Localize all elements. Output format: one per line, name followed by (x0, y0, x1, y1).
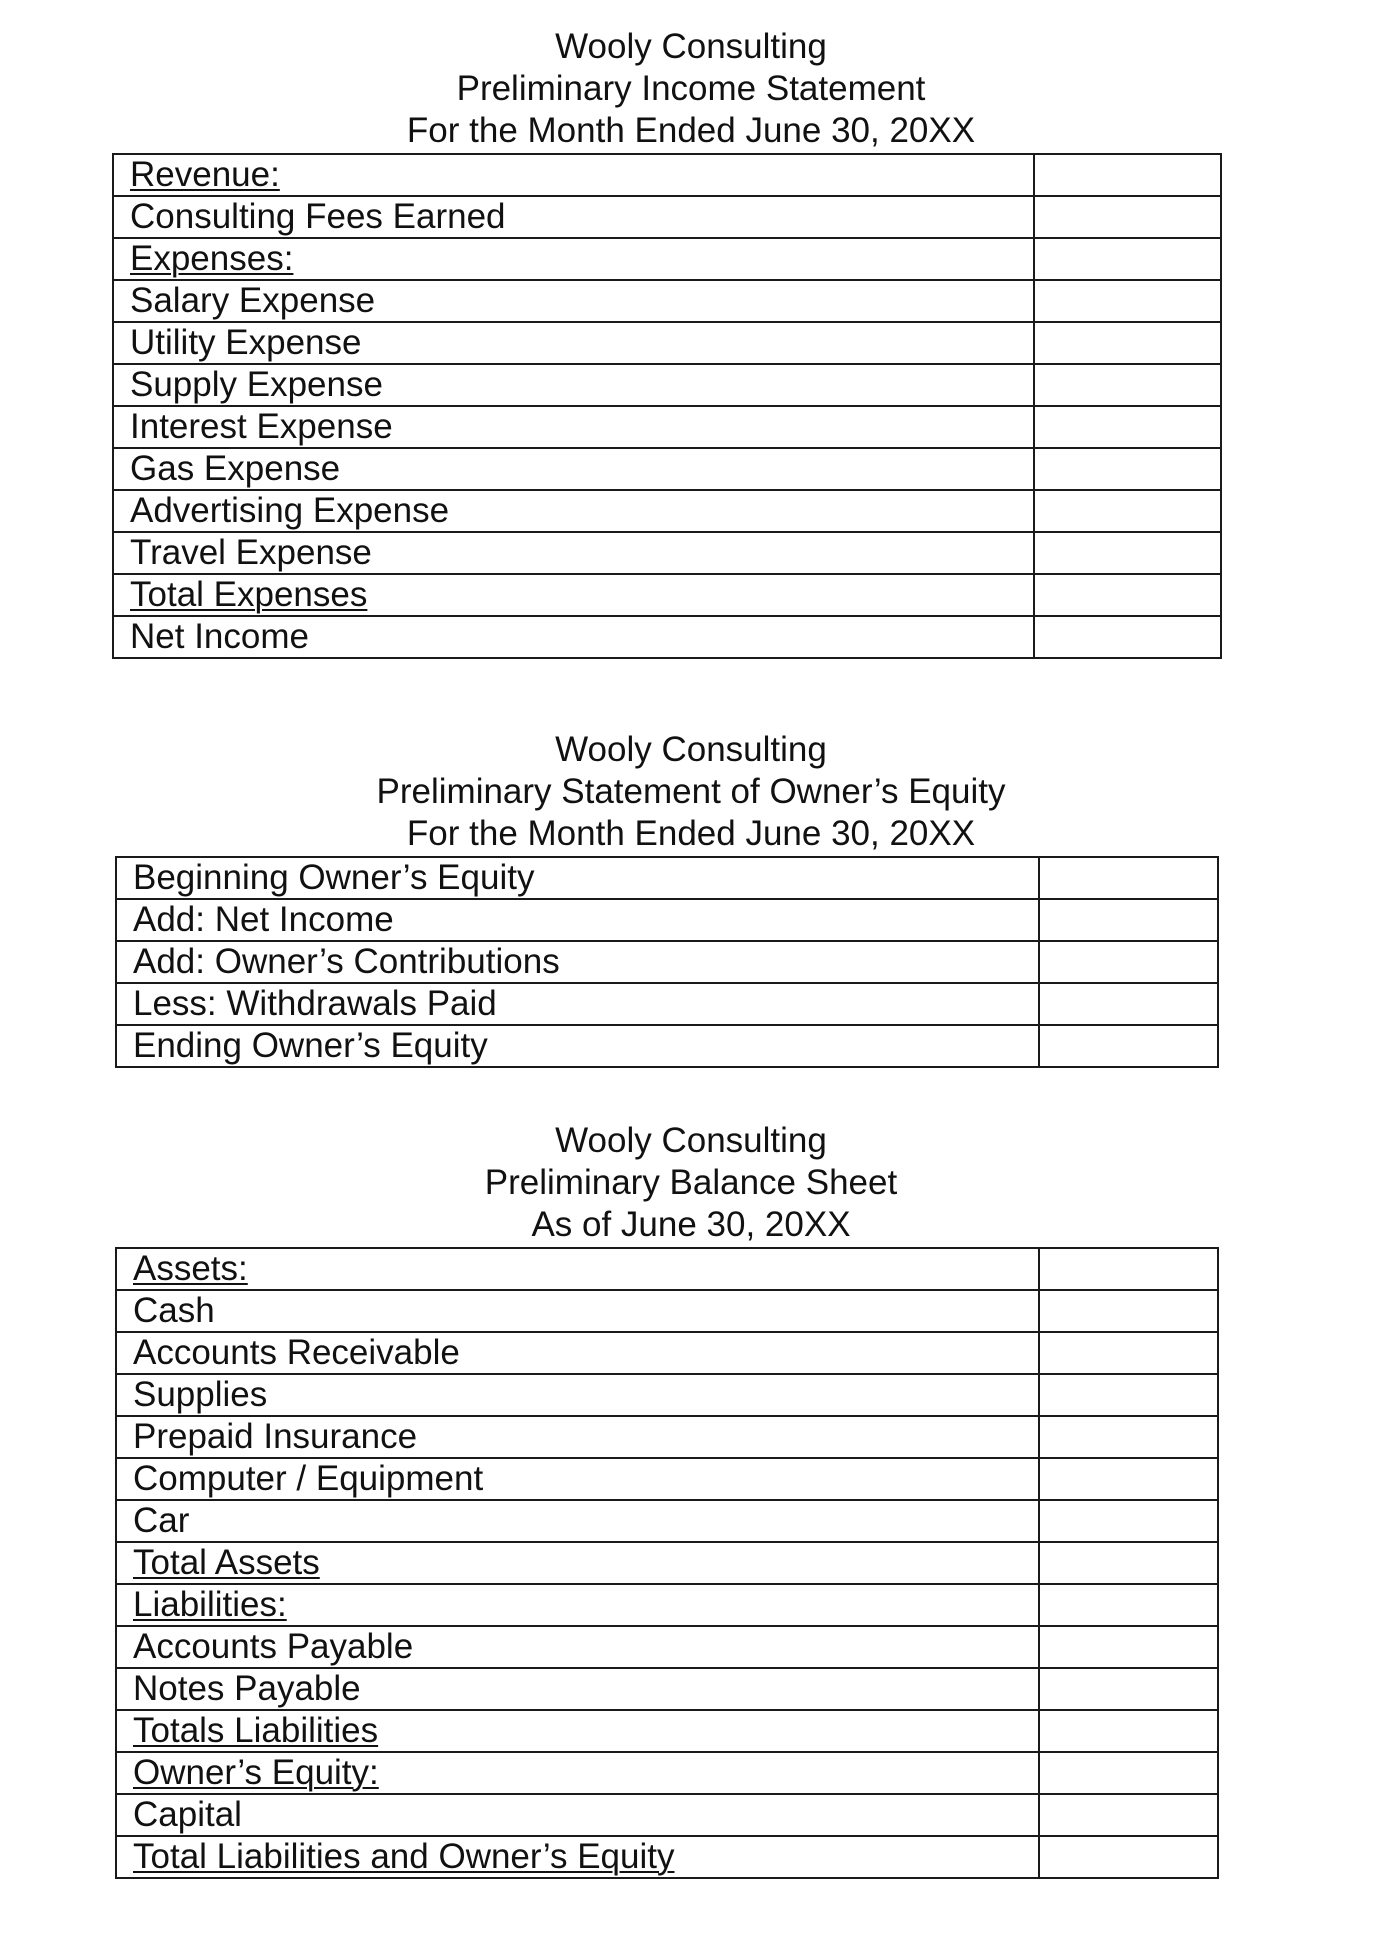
owners-equity-period: For the Month Ended June 30, 20XX (406, 814, 976, 853)
amount-cell (1034, 406, 1221, 448)
balance-sheet-period: As of June 30, 20XX (531, 1205, 851, 1244)
statement-row (113, 364, 1221, 406)
row-label-cell (113, 574, 1034, 616)
row-label-cell (116, 1710, 1039, 1752)
owners-equity-title: Preliminary Statement of Owner’s Equity (376, 772, 1006, 811)
amount-cell (1039, 1500, 1218, 1542)
row-label-cell (113, 532, 1034, 574)
row-label: Consulting Fees Earned (130, 197, 506, 236)
owners-equity-company: Wooly Consulting (555, 730, 827, 769)
row-label-cell (116, 1668, 1039, 1710)
income-statement-title: Preliminary Income Statement (456, 69, 926, 108)
row-label: Add: Owner’s Contributions (133, 942, 560, 981)
amount-cell (1034, 616, 1221, 658)
statement-row (116, 1248, 1218, 1290)
statement-row (113, 238, 1221, 280)
income-statement-period: For the Month Ended June 30, 20XX (406, 111, 976, 150)
owners-equity-heading (0, 729, 1382, 855)
amount-cell (1034, 196, 1221, 238)
row-label: Notes Payable (133, 1669, 361, 1708)
statement-row (116, 1668, 1218, 1710)
row-label-cell (116, 1248, 1039, 1290)
statement-row (116, 941, 1218, 983)
amount-cell (1034, 364, 1221, 406)
row-label-cell (116, 1374, 1039, 1416)
amount-cell (1039, 1290, 1218, 1332)
income-statement-table (112, 153, 1222, 659)
row-label: Less: Withdrawals Paid (133, 984, 497, 1023)
statement-row (113, 448, 1221, 490)
statement-row (116, 1836, 1218, 1878)
statement-row (116, 1025, 1218, 1067)
row-label-cell (116, 1794, 1039, 1836)
row-label-cell (113, 154, 1034, 196)
row-label-cell (116, 1626, 1039, 1668)
row-label-cell (113, 196, 1034, 238)
statement-row (116, 1500, 1218, 1542)
row-label: Accounts Payable (133, 1627, 414, 1666)
amount-cell (1039, 1542, 1218, 1584)
row-label-cell (116, 1290, 1039, 1332)
statement-row (113, 322, 1221, 364)
balance-sheet-heading (0, 1120, 1382, 1246)
row-label: Add: Net Income (133, 900, 394, 939)
row-label: Supply Expense (130, 365, 383, 404)
row-label: Revenue: (130, 155, 280, 194)
row-label-cell (116, 1542, 1039, 1584)
row-label: Prepaid Insurance (133, 1417, 418, 1456)
amount-cell (1039, 983, 1218, 1025)
row-label: Net Income (130, 617, 309, 656)
amount-cell (1034, 532, 1221, 574)
row-label-cell (116, 1752, 1039, 1794)
statement-row (116, 1626, 1218, 1668)
row-label: Expenses: (130, 239, 294, 278)
row-label: Utility Expense (130, 323, 362, 362)
statement-row (113, 616, 1221, 658)
row-label: Salary Expense (130, 281, 376, 320)
amount-cell (1034, 574, 1221, 616)
statement-row (113, 574, 1221, 616)
amount-cell (1039, 1752, 1218, 1794)
row-label: Supplies (133, 1375, 268, 1414)
row-label: Accounts Receivable (133, 1333, 460, 1372)
row-label: Owner’s Equity: (133, 1753, 379, 1792)
row-label: Gas Expense (130, 449, 341, 488)
row-label-cell (113, 448, 1034, 490)
amount-cell (1034, 154, 1221, 196)
balance-sheet-table (115, 1247, 1219, 1879)
statement-row (116, 1374, 1218, 1416)
row-label: Capital (133, 1795, 242, 1834)
balance-sheet-title: Preliminary Balance Sheet (484, 1163, 898, 1202)
row-label-cell (113, 280, 1034, 322)
amount-cell (1039, 1584, 1218, 1626)
row-label-cell (113, 406, 1034, 448)
row-label-cell (113, 238, 1034, 280)
balance-sheet-company: Wooly Consulting (555, 1121, 827, 1160)
amount-cell (1034, 280, 1221, 322)
statement-row (116, 1416, 1218, 1458)
amount-cell (1039, 1668, 1218, 1710)
statement-row (116, 1542, 1218, 1584)
row-label-cell (116, 1584, 1039, 1626)
statement-row (116, 1752, 1218, 1794)
row-label-cell (113, 490, 1034, 532)
statement-row (113, 406, 1221, 448)
statement-row (116, 1794, 1218, 1836)
statement-row (116, 899, 1218, 941)
statement-row (116, 983, 1218, 1025)
statement-row (116, 1584, 1218, 1626)
amount-cell (1039, 899, 1218, 941)
row-label-cell (113, 616, 1034, 658)
amount-cell (1039, 1374, 1218, 1416)
row-label-cell (116, 1416, 1039, 1458)
amount-cell (1039, 1626, 1218, 1668)
amount-cell (1039, 1332, 1218, 1374)
amount-cell (1034, 322, 1221, 364)
row-label: Assets: (133, 1249, 248, 1288)
amount-cell (1034, 448, 1221, 490)
amount-cell (1039, 1458, 1218, 1500)
row-label-cell (113, 322, 1034, 364)
amount-cell (1039, 941, 1218, 983)
row-label: Car (133, 1501, 190, 1540)
row-label-cell (116, 983, 1039, 1025)
row-label: Total Assets (133, 1543, 320, 1582)
row-label: Beginning Owner’s Equity (133, 858, 535, 897)
row-label: Total Expenses (130, 575, 368, 614)
amount-cell (1039, 1710, 1218, 1752)
income-statement-heading (0, 26, 1382, 152)
row-label: Cash (133, 1291, 215, 1330)
amount-cell (1039, 1248, 1218, 1290)
statement-row (116, 1332, 1218, 1374)
row-label-cell (116, 1500, 1039, 1542)
statement-row (116, 857, 1218, 899)
statement-row (113, 280, 1221, 322)
statement-row (116, 1458, 1218, 1500)
row-label: Total Liabilities and Owner’s Equity (133, 1837, 675, 1876)
statement-row (113, 196, 1221, 238)
row-label-cell (116, 1836, 1039, 1878)
row-label-cell (116, 1458, 1039, 1500)
row-label: Ending Owner’s Equity (133, 1026, 488, 1065)
statement-row (116, 1710, 1218, 1752)
row-label-cell (116, 899, 1039, 941)
statement-row (113, 532, 1221, 574)
amount-cell (1039, 857, 1218, 899)
amount-cell (1039, 1836, 1218, 1878)
row-label: Computer / Equipment (133, 1459, 484, 1498)
amount-cell (1034, 238, 1221, 280)
row-label: Travel Expense (130, 533, 372, 572)
row-label-cell (116, 1025, 1039, 1067)
row-label-cell (116, 941, 1039, 983)
amount-cell (1039, 1025, 1218, 1067)
row-label-cell (113, 364, 1034, 406)
row-label: Interest Expense (130, 407, 393, 446)
row-label-cell (116, 857, 1039, 899)
owners-equity-table (115, 856, 1219, 1068)
income-statement-company: Wooly Consulting (555, 27, 827, 66)
row-label: Liabilities: (133, 1585, 287, 1624)
row-label-cell (116, 1332, 1039, 1374)
statement-row (113, 490, 1221, 532)
row-label: Totals Liabilities (133, 1711, 379, 1750)
row-label: Advertising Expense (130, 491, 450, 530)
amount-cell (1034, 490, 1221, 532)
amount-cell (1039, 1794, 1218, 1836)
amount-cell (1039, 1416, 1218, 1458)
statement-row (113, 154, 1221, 196)
statement-row (116, 1290, 1218, 1332)
